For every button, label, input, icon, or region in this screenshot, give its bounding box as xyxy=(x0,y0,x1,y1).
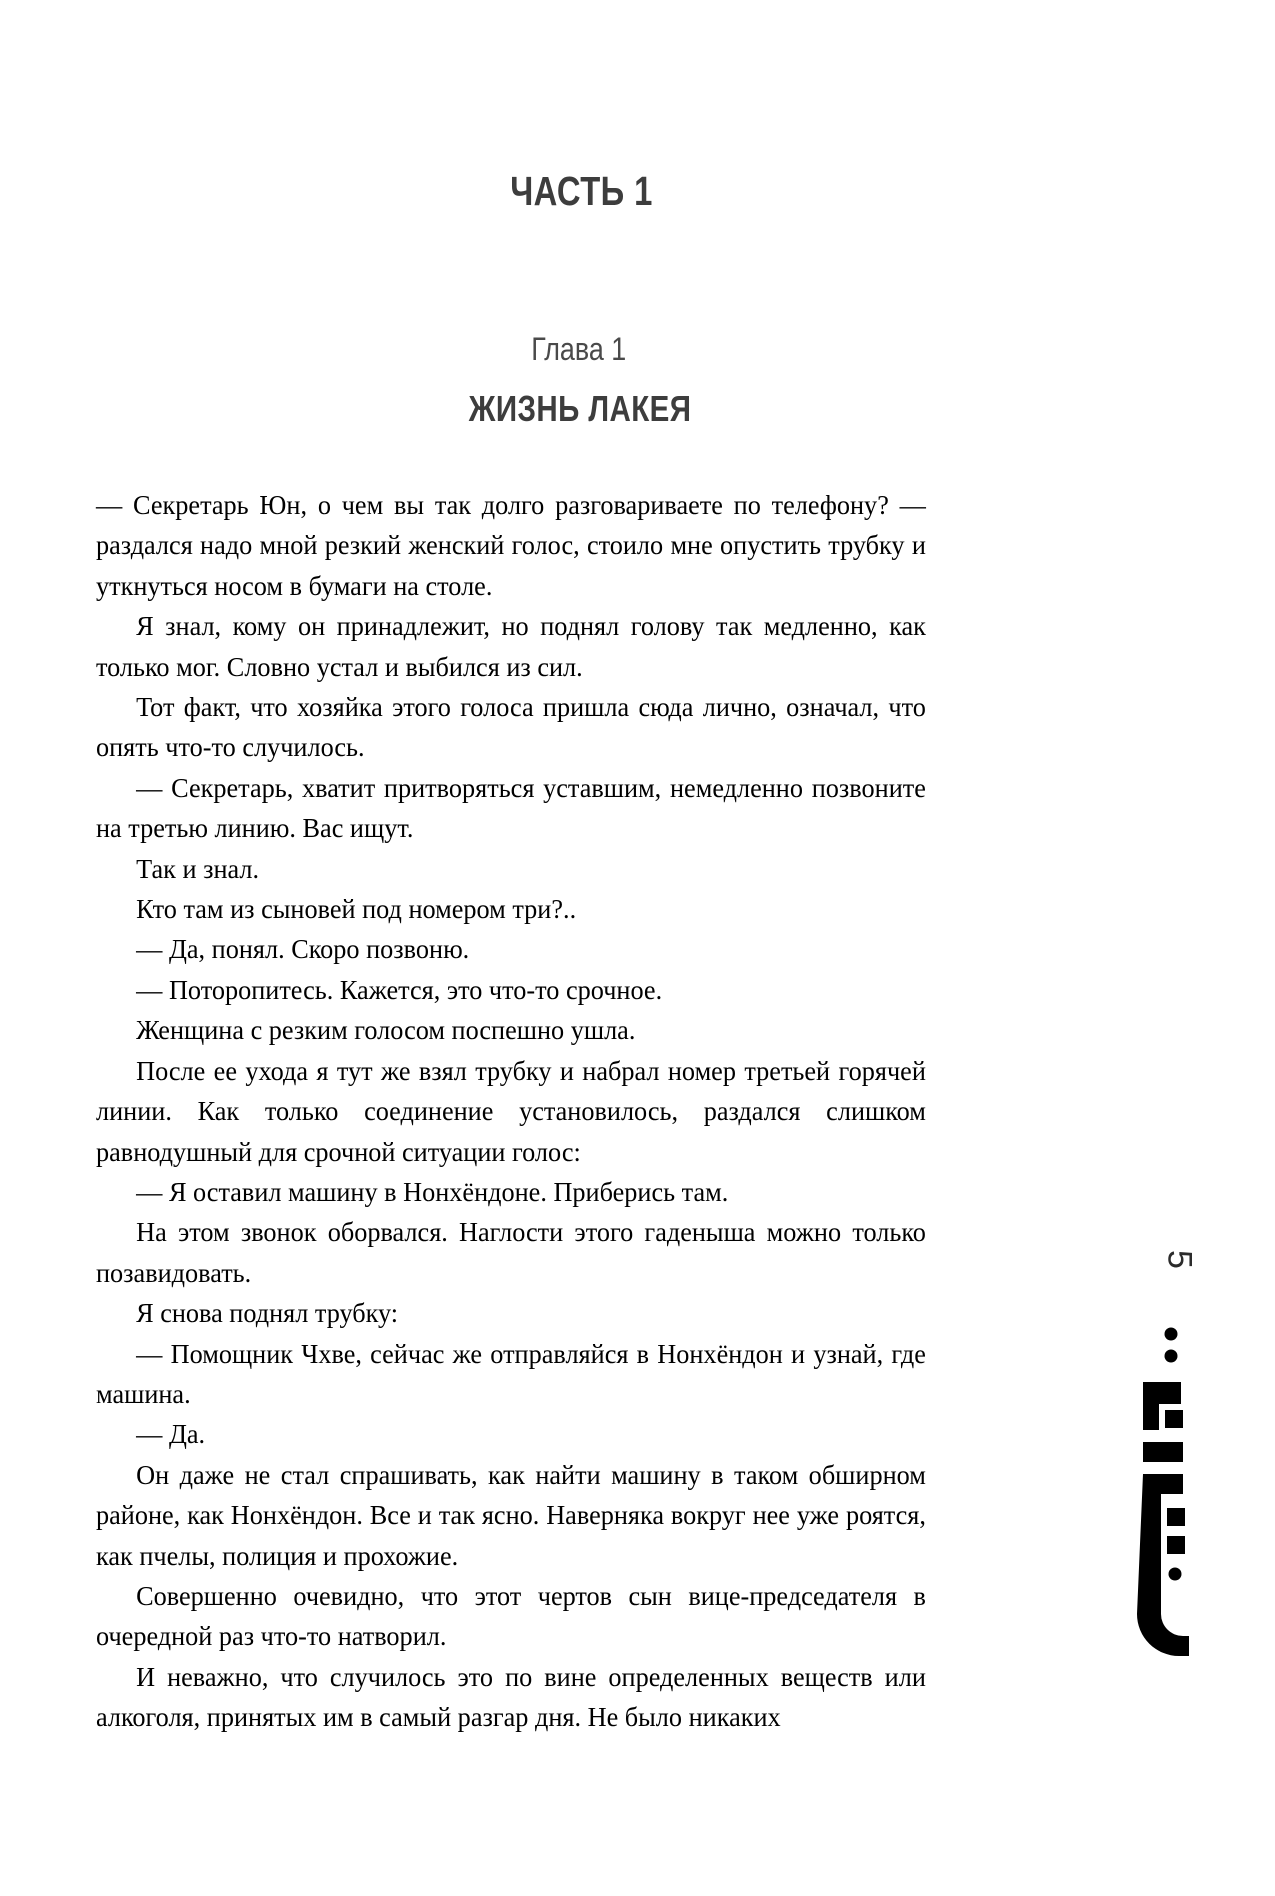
chapter-number: Глава 1 xyxy=(531,331,627,367)
paragraph: — Да, понял. Скоро позвоню. xyxy=(136,933,470,965)
chapter-title: ЖИЗНЬ ЛАКЕЯ xyxy=(468,388,692,429)
decorative-ornament-icon xyxy=(1127,1312,1231,1787)
paragraph: Я знал, кому он принадлежит, но поднял голову так медленно, как только мог. Словно устал и выбился из сил. xyxy=(96,610,926,682)
paragraph: Кто там из сыновей под номером три?.. xyxy=(136,893,577,925)
paragraph: — Секретарь, хватит притворяться уставшим, немедленно позвоните на третью линию. Вас ищут. xyxy=(96,771,926,844)
page-marker xyxy=(1119,1240,1239,1800)
paragraph: Женщина с резким голосом поспешно ушла. xyxy=(136,1014,636,1046)
paragraph: И неважно, что случилось это по вине определенных веществ или алкоголя, принятых им в самый разгар дня. Не было никаких xyxy=(96,1660,926,1733)
paragraph: На этом звонок оборвался. Наглости этого гаденыша можно только позавидовать. xyxy=(96,1216,926,1288)
body-text-block xyxy=(96,485,926,1738)
paragraph: Совершенно очевидно, что этот чертов сын вице-председателя в очередной раз что-то натворил. xyxy=(96,1579,926,1652)
paragraph: — Секретарь Юн, о чем вы так долго разговариваете по телефону? — раздался надо мной резкий женский голос, стоило мне опустить трубку и уткнуться носом в бумаги на столе. xyxy=(96,489,926,601)
paragraph: — Помощник Чхве, сейчас же отправляйся в Нонхёндон и узнай, где машина. xyxy=(96,1337,926,1409)
paragraph: Он даже не стал спрашивать, как найти машину в таком обширном районе, как Нонхёндон. Все и так ясно. Наверняка вокруг нее уже роятся, как пчелы, полиция и прохожие. xyxy=(96,1458,926,1571)
paragraph: — Да. xyxy=(136,1418,206,1450)
page-number: 5 xyxy=(1160,1250,1199,1269)
paragraph: Так и знал. xyxy=(136,852,260,884)
paragraph: Тот факт, что хозяйка этого голоса пришла сюда лично, означал, что опять что-то случилось. xyxy=(96,691,926,763)
paragraph: — Я оставил машину в Нонхёндоне. Приберись там. xyxy=(136,1175,729,1207)
paragraph: Я снова поднял трубку: xyxy=(136,1297,399,1329)
part-title: ЧАСТЬ 1 xyxy=(510,168,653,214)
paragraph: После ее ухода я тут же взял трубку и набрал номер третьей горячей линии. Как только соединение установилось, раздался слишком равнодушный для срочной ситуации голос: xyxy=(96,1054,926,1167)
paragraph: — Поторопитесь. Кажется, это что-то срочное. xyxy=(136,973,663,1005)
